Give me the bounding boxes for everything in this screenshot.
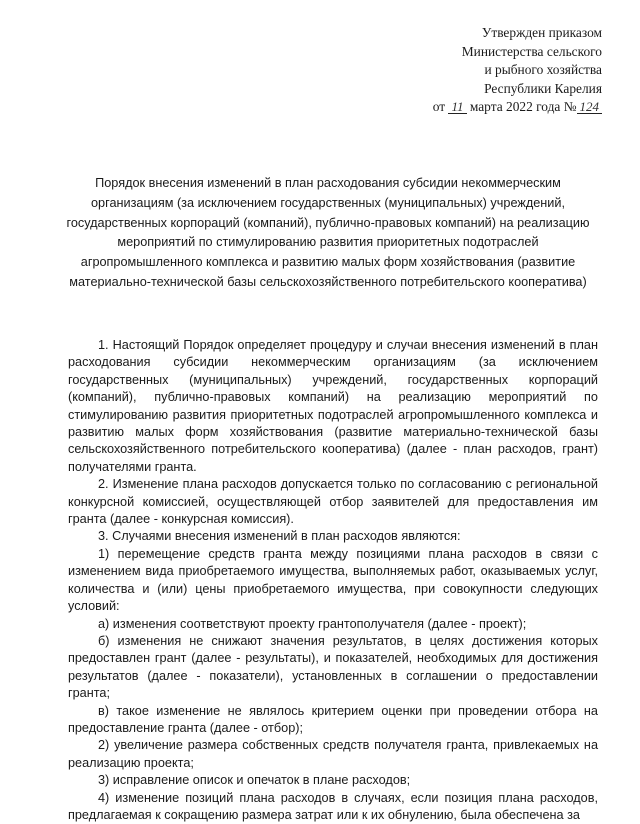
approval-line: Утвержден приказом: [481, 25, 602, 40]
paragraph: а) изменения соответствуют проекту грантополучателя (далее - проект);: [98, 616, 527, 631]
paragraph: 4) изменение позиций плана расходов в случаях, если позиция плана расходов, предлагаемая к сокращению размера затрат или к их обнулению, была обеспечена за: [68, 790, 598, 822]
approval-date-line: [433, 98, 602, 117]
paragraph: б) изменения не снижают значения результатов, в целях достижения которых предоставлен грант (далее - результаты), и показателей, необходимых для достижения результатов (далее - показатели), установленных в соглашении о предоставлении гранта;: [68, 633, 598, 701]
paragraph: 1. Настоящий Порядок определяет процедуру и случаи внесения изменений в план расходования субсидии некоммерческим организациям (за исключением государственных (муниципальных) учреждений, государственных корпораций (компаний), публично-правовых компаний) на реализацию мероприятий по стимулированию развития приоритетных подотраслей агропромышленного комплекса и развитию малых форм хозяйствования (развитие материально-технической базы сельскохозяйственного потребительского кооператива) (далее - план расходов, грант) получателями гранта.: [68, 338, 598, 474]
handwritten-day: 11: [448, 100, 466, 114]
paragraph: 2) увеличение размера собственных средств получателя гранта, привлекаемых на реализацию проекта;: [68, 738, 598, 770]
paragraph: 1) перемещение средств гранта между позициями плана расходов в связи с изменением вида приобретаемого имущества, выполняемых работ, оказываемых услуг, количества и (или) цены приобретаемого имущества, при совокупности следующих условий:: [68, 546, 598, 614]
paragraph: в) такое изменение не являлось критерием оценки при проведении отбора на предоставление гранта (далее - отбор);: [68, 703, 598, 735]
date-text: марта 2022 года №: [469, 99, 577, 115]
approval-block: [433, 24, 602, 117]
date-prefix: от: [432, 99, 446, 115]
handwritten-order-number: 124: [577, 100, 603, 114]
document-body: [68, 337, 598, 824]
document-title: Порядок внесения изменений в план расходования субсидии некоммерческим организациям (за исключением государственных (муниципальных) учреждений, государственных корпораций (компаний), публично-правовых компаний) на реализацию мероприятий по стимулированию развития приоритетных подотраслей агропромышленного комплекса и развитию малых форм хозяйствования (развитие материально-технической базы сельскохозяйственного потребительского кооператива): [66, 176, 590, 289]
paragraph: 3) исправление описок и опечаток в плане расходов;: [98, 773, 411, 788]
approval-line: Республики Карелия: [484, 80, 602, 96]
paragraph: 3. Случаями внесения изменений в план расходов являются:: [98, 529, 461, 544]
approval-line: Министерства сельского: [461, 43, 602, 59]
paragraph: 2. Изменение плана расходов допускается только по согласованию с региональной конкурсной комиссией, осуществляющей отбор заявителей для предоставления им гранта (далее - конкурсная комиссия).: [68, 477, 598, 527]
approval-line: и рыбного хозяйства: [484, 62, 602, 78]
